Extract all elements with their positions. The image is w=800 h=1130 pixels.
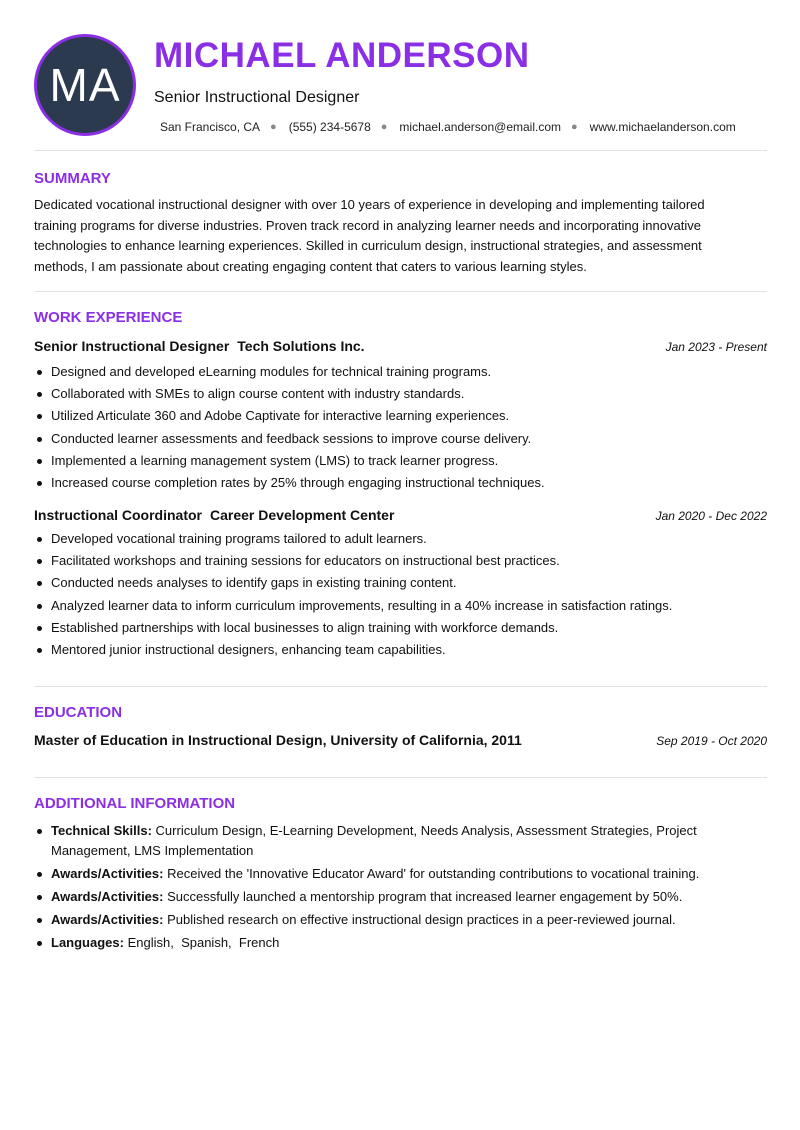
education-degree: Master of Education in Instructional Design, University of California, 2011 <box>34 732 522 748</box>
candidate-name: MICHAEL ANDERSON <box>154 36 530 75</box>
summary-heading: SUMMARY <box>34 170 111 187</box>
list-item: Established partnerships with local businesses to align training with workforce demands. <box>34 617 764 639</box>
item-label: Technical Skills: <box>51 823 152 838</box>
separator-dot-icon: ● <box>270 121 277 133</box>
list-item: Mentored junior instructional designers, enhancing team capabilities. <box>34 639 764 661</box>
list-item: Developed vocational training programs tailored to adult learners. <box>34 528 764 550</box>
item-text: English, Spanish, French <box>127 934 280 950</box>
experience-heading: WORK EXPERIENCE <box>34 309 183 326</box>
separator-dot-icon: ● <box>380 121 388 133</box>
contact-location: San Francisco, CA <box>160 120 261 134</box>
list-item: Conducted learner assessments and feedback sessions to improve course delivery. <box>34 428 764 450</box>
job-title-company <box>34 507 394 525</box>
job-bullet-list <box>34 361 764 494</box>
list-item: Implemented a learning management system (LMS) to track learner progress. <box>34 450 764 472</box>
list-item: Analyzed learner data to inform curriculum improvements, resulting in a 40% increase in satisfaction ratings. <box>34 595 764 617</box>
additional-heading: ADDITIONAL INFORMATION <box>34 795 236 812</box>
item-text: Successfully launched a mentorship program that increased learner engagement by 50%. <box>167 888 683 904</box>
job-company: Tech Solutions Inc. <box>237 338 365 354</box>
list-item: Collaborated with SMEs to align course content with industry standards. <box>34 383 764 405</box>
list-item <box>34 821 734 860</box>
list-item <box>34 887 734 907</box>
list-item: Designed and developed eLearning modules for technical training programs. <box>34 361 764 383</box>
item-label: Awards/Activities: <box>51 865 164 881</box>
item-label: Awards/Activities: <box>51 888 164 904</box>
list-item: Utilized Articulate 360 and Adobe Captivate for interactive learning experiences. <box>34 405 764 427</box>
divider <box>34 150 767 151</box>
job-header <box>34 507 767 525</box>
job-role: Instructional Coordinator <box>34 507 202 523</box>
contact-phone: (555) 234-5678 <box>288 120 371 134</box>
list-item <box>34 933 734 953</box>
divider <box>34 777 767 778</box>
item-label: Languages: <box>51 934 124 950</box>
education-entry <box>34 732 767 748</box>
list-item: Increased course completion rates by 25% through engaging instructional techniques. <box>34 472 764 494</box>
list-item <box>34 910 734 930</box>
divider <box>34 686 767 687</box>
avatar <box>34 34 136 136</box>
divider <box>34 291 767 292</box>
item-text: Published research on effective instructional design practices in a peer-reviewed journal. <box>167 911 676 927</box>
education-heading: EDUCATION <box>34 704 123 721</box>
contact-email[interactable]: michael.anderson@email.com <box>399 120 562 134</box>
contact-website[interactable]: www.michaelanderson.com <box>589 120 736 134</box>
item-text: Curriculum Design, E-Learning Development, Needs Analysis, Assessment Strategies, Project Management, LMS Implementation <box>51 823 697 858</box>
summary-text: Dedicated vocational instructional designer with over 10 years of experience in developing and implementing tailored training programs for diverse industries. Proven track record in analyzing learner needs and incorporating innovative technologies to enhance learning experiences. Skilled in curriculum design, instructional strategies, and assessment methods, I am passionate about creating engaging content that caters to various learning styles. <box>34 197 705 274</box>
additional-list <box>34 821 734 956</box>
list-item <box>34 864 734 884</box>
job-dates: Jan 2023 - Present <box>665 340 767 354</box>
item-text: Received the 'Innovative Educator Award' for outstanding contributions to vocational training. <box>167 865 700 881</box>
job-bullet-list <box>34 528 764 661</box>
education-dates: Sep 2019 - Oct 2020 <box>656 734 767 748</box>
job-dates: Jan 2020 - Dec 2022 <box>655 509 767 523</box>
separator-dot-icon: ● <box>571 121 578 133</box>
list-item: Conducted needs analyses to identify gaps in existing training content. <box>34 572 764 594</box>
contact-line <box>160 120 736 134</box>
avatar-initials: MA <box>49 59 121 111</box>
job-title-company <box>34 338 365 356</box>
item-label: Awards/Activities: <box>51 911 164 927</box>
job-role: Senior Instructional Designer <box>34 338 230 354</box>
list-item: Facilitated workshops and training sessions for educators on instructional best practices. <box>34 550 764 572</box>
job-company: Career Development Center <box>210 507 395 523</box>
candidate-title: Senior Instructional Designer <box>154 89 360 106</box>
job-header <box>34 338 767 356</box>
